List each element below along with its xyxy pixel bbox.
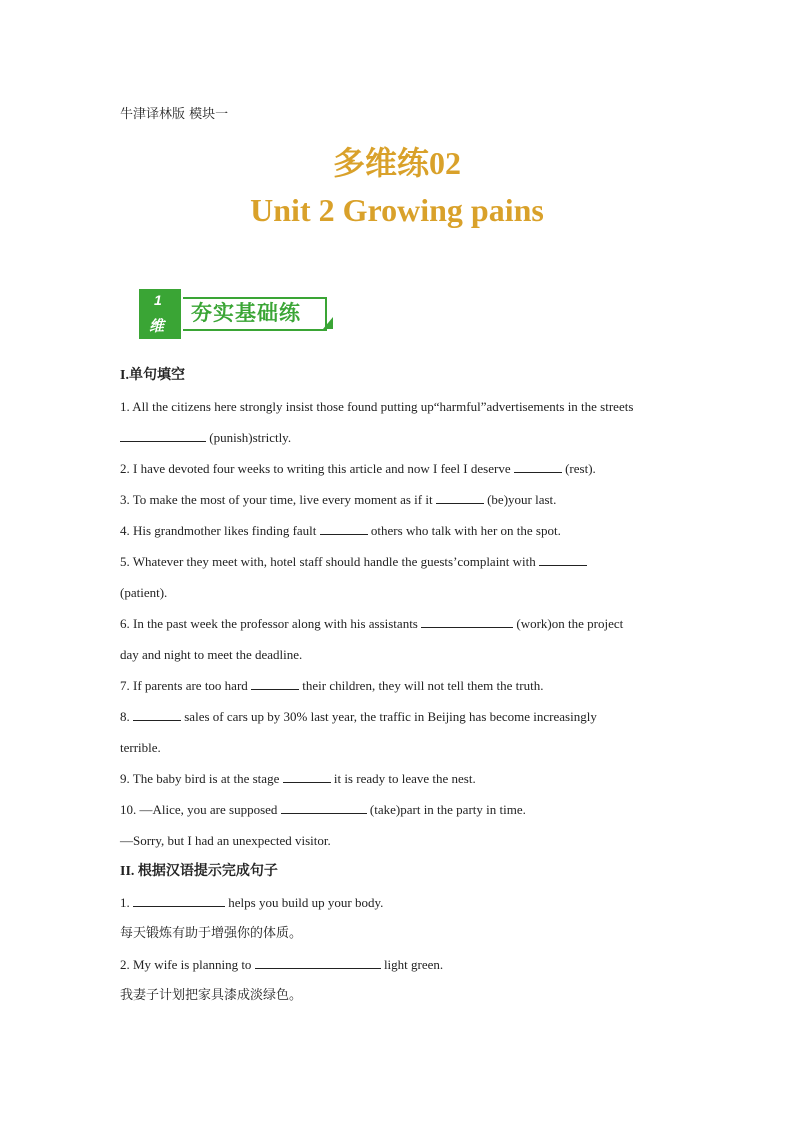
section-title-2: II. 根据汉语提示完成句子	[120, 864, 278, 879]
answer-blank	[133, 894, 225, 907]
badge-number: 1	[154, 292, 162, 308]
answer-blank	[421, 615, 513, 628]
document-header: 牛津译林版 模块一	[120, 107, 229, 122]
answer-blank	[133, 708, 181, 721]
badge-dimension: 维	[149, 317, 165, 335]
translation-2: 2. My wife is planning to light green.	[120, 957, 444, 972]
translation-1: 1. helps you build up your body.	[120, 895, 384, 910]
question-8: 8. sales of cars up by 30% last year, the traffic in Beijing has become increasingly	[120, 709, 597, 724]
translation-2-chinese: 我妻子计划把家具漆成淡绿色。	[120, 988, 303, 1003]
answer-blank	[251, 677, 299, 690]
section-title-1: I.单句填空	[120, 368, 185, 383]
page-title: 多维练02	[332, 145, 461, 181]
question-4: 4. His grandmother likes finding fault others who talk with her on the spot.	[120, 523, 561, 538]
question-3: 3. To make the most of your time, live every moment as if it (be)your last.	[120, 492, 557, 507]
exercise-content: I.单句填空 1. All the citizens here strongly insist those found putting up“harmful”advertisements in the streets (punish)strictly. 2. I have devoted four weeks to writing this article and now I feel I deserve (rest). 3. To make the most of your time, live every moment as if it (be)your last. 4. His grandmother likes finding fault others who talk with her on the spot. 5. Whatever they meet with, hotel staff should handle the guests’complaint with (patient). 6. In the past week the professor along with his assistants (work)on the project day and night to meet the deadline. 7. If parents are too hard their children, they will not tell them the truth. 8. sales of cars up by 30% last year, the traffic in Beijing has become increasingly terrible. 9. The baby bird is at the stage it is ready to leave the nest. 10. —Alice, you are supposed (take)part in the party in time. —Sorry, but I had an unexpected visitor. II. 根据汉语提示完成句子 1. helps you build up your body. 每天锻炼有助于增强你的体质。 2. My wife is planning to light green. 我妻子计划把家具漆成淡绿色。	[120, 360, 675, 1011]
question-6: 6. In the past week the professor along with his assistants (work)on the project	[120, 616, 624, 631]
section-badge	[139, 289, 339, 341]
question-7: 7. If parents are too hard their children, they will not tell them the truth.	[120, 678, 544, 693]
answer-blank	[320, 522, 368, 535]
badge-label: 夯实基础练	[191, 301, 301, 325]
badge-corner	[323, 317, 333, 329]
page-subtitle: Unit 2 Growing pains	[250, 192, 544, 228]
answer-blank	[255, 956, 381, 969]
question-9: 9. The baby bird is at the stage it is ready to leave the nest.	[120, 771, 476, 786]
answer-blank	[283, 770, 331, 783]
translation-1-chinese: 每天锻炼有助于增强你的体质。	[120, 926, 303, 941]
answer-blank	[281, 801, 367, 814]
answer-blank	[120, 429, 206, 442]
question-10: 10. —Alice, you are supposed (take)part in the party in time.	[120, 802, 526, 817]
badge-number-block	[139, 289, 181, 339]
question-5: 5. Whatever they meet with, hotel staff should handle the guests’complaint with	[120, 546, 675, 577]
answer-blank	[514, 460, 562, 473]
answer-blank	[436, 491, 484, 504]
question-1: 1. All the citizens here strongly insist those found putting up“harmful”advertisements in the streets	[120, 399, 634, 414]
answer-blank	[539, 553, 587, 566]
question-2: 2. I have devoted four weeks to writing this article and now I feel I deserve (rest).	[120, 461, 596, 476]
